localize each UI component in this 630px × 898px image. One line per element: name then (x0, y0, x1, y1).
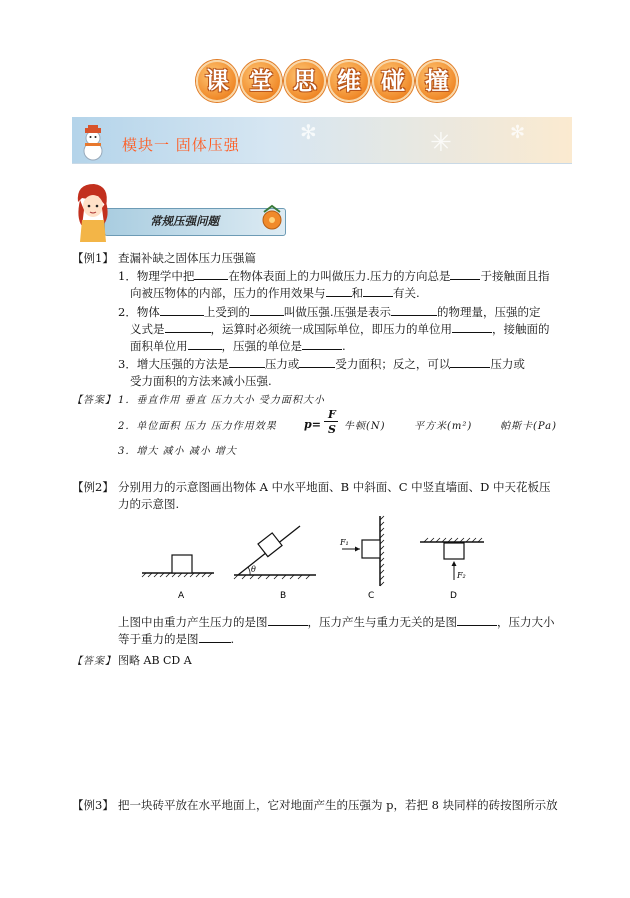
q-text: 义式是 (130, 322, 165, 336)
q-text: 上受到的 (203, 305, 250, 319)
answer-blank[interactable] (165, 322, 211, 333)
fraction-bar (324, 421, 338, 422)
q-text: 和 (351, 286, 363, 300)
q-text: 叫做压强.压强是表示 (283, 305, 391, 319)
snowflake-icon: ✻ (300, 120, 317, 144)
answer-line: 牛顿(N) (344, 421, 386, 432)
q-text: 增大压强的方法是 (136, 357, 229, 371)
question-line (130, 321, 550, 337)
figure-b (234, 526, 316, 579)
answer-line: 3．增大 减小 减小 增大 (118, 446, 237, 457)
question-line (118, 356, 525, 372)
q-text: ，压强的单位是 (221, 339, 302, 353)
banner-char: 思 (284, 60, 326, 102)
answer-tag: 【答案】 (72, 656, 116, 667)
example-text: 分别用力的示意图画出物体 A 中水平地面、B 中斜面、C 中竖直墙面、D 中天花板压 (118, 480, 551, 494)
example-tag: 【例3】 (72, 798, 114, 812)
figure-c (339, 516, 384, 586)
figure-label: B (280, 591, 287, 601)
answer-blank[interactable] (452, 322, 492, 333)
example-title: 查漏补缺之固体压力压强篇 (118, 251, 256, 265)
q-text: ，接触面的 (492, 322, 550, 336)
question-line (130, 285, 420, 301)
q-text: 受力面积；反之，可以 (335, 357, 451, 371)
answer-blank[interactable] (199, 632, 231, 643)
example-tag: 【例1】 (72, 251, 114, 265)
q-text: ，压力大小 (497, 615, 555, 629)
theta-label: θ (251, 565, 256, 574)
answer-blank[interactable] (250, 305, 284, 316)
answer-blank[interactable] (194, 269, 228, 280)
banner-char: 撞 (416, 60, 458, 102)
q-text: ，压力产生与重力无关的是图 (307, 615, 457, 629)
question-line (130, 338, 346, 354)
banner-char: 维 (328, 60, 370, 102)
q-text: 于接触面且指 (480, 269, 550, 283)
q-text: . (342, 339, 346, 353)
banner-title (196, 60, 458, 106)
formula-numerator: F (328, 408, 336, 421)
q-text: 上图中由重力产生压力的是图 (118, 615, 268, 629)
example-text: 把一块砖平放在水平地面上，它对地面产生的压强为 p，若把 8 块同样的砖按图所示放 (118, 798, 558, 812)
q-text: 压力或 (264, 357, 300, 371)
answer-blank[interactable] (363, 286, 393, 297)
answer-blank[interactable] (302, 339, 342, 350)
q-text: . (230, 632, 235, 646)
answer-line: 图略 AB CD A (118, 654, 192, 667)
answer-line: 帕斯卡(Pa) (500, 421, 558, 432)
q-text: 物理学中把 (136, 269, 195, 283)
answer-blank[interactable] (450, 269, 480, 280)
q-text: 面积单位用 (130, 339, 188, 353)
answer-blank[interactable] (268, 615, 308, 626)
formula-p: p= (304, 418, 321, 431)
q-text: 向被压物体的内部，压力的作用效果与 (130, 286, 326, 300)
q-number: 1． (118, 269, 137, 283)
banner-char: 课 (196, 60, 238, 102)
question-line: 受力面积的方法来减小压强. (130, 374, 272, 388)
answer-blank[interactable] (229, 357, 265, 368)
q-text: 压力或 (490, 357, 525, 371)
example-tag: 【例2】 (72, 480, 114, 494)
answer-tag: 【答案】 (72, 395, 116, 406)
module-title: 模块一 固体压强 (122, 136, 240, 154)
answer-blank[interactable] (326, 286, 352, 297)
answer-blank[interactable] (299, 357, 335, 368)
q-number: 3． (118, 357, 137, 371)
answer-blank[interactable] (391, 305, 437, 316)
formula-denominator: S (328, 423, 336, 436)
girl-cartoon-icon (72, 182, 112, 244)
question-line (118, 614, 555, 630)
q-text: 在物体表面上的力叫做压力.压力的方向总是 (228, 269, 451, 283)
ornament-icon (260, 204, 284, 232)
figure-a (142, 555, 214, 577)
q-text: 物体 (136, 305, 160, 319)
question-line (118, 304, 540, 320)
snowflake-icon: ✻ (510, 122, 526, 143)
answer-blank[interactable] (450, 357, 490, 368)
force-f1-label: F₁ (340, 538, 349, 547)
answer-line: 2．单位面积 压力 压力作用效果 (118, 421, 277, 432)
q-text: ，运算时必须统一成国际单位，即压力的单位用 (210, 322, 452, 336)
snowflake-icon: ✳ (430, 128, 452, 158)
figure-label: D (450, 591, 457, 601)
example-text: 力的示意图. (118, 497, 180, 511)
figure-d (420, 538, 484, 580)
answer-blank[interactable] (160, 305, 204, 316)
answer-line: 1．垂直作用 垂直 压力大小 受力面积大小 (118, 395, 325, 406)
answer-blank[interactable] (457, 615, 497, 626)
q-text: 等于重力的是图 (118, 632, 199, 646)
force-diagram-figure (138, 512, 488, 602)
force-f2-label: F₂ (457, 571, 466, 580)
snowman-icon (76, 125, 110, 161)
q-text: 的物理量，压强的定 (436, 305, 541, 319)
banner-char: 碰 (372, 60, 414, 102)
question-line (118, 268, 549, 284)
answer-line: 平方米(m²) (414, 421, 473, 432)
answer-blank[interactable] (188, 339, 222, 350)
figure-label: C (368, 591, 375, 601)
q-number: 2． (118, 305, 137, 319)
banner-char: 堂 (240, 60, 282, 102)
section-label: 常规压强问题 (150, 214, 219, 228)
figure-label: A (178, 591, 185, 601)
question-line (118, 631, 234, 647)
q-text: 有关. (393, 286, 420, 300)
